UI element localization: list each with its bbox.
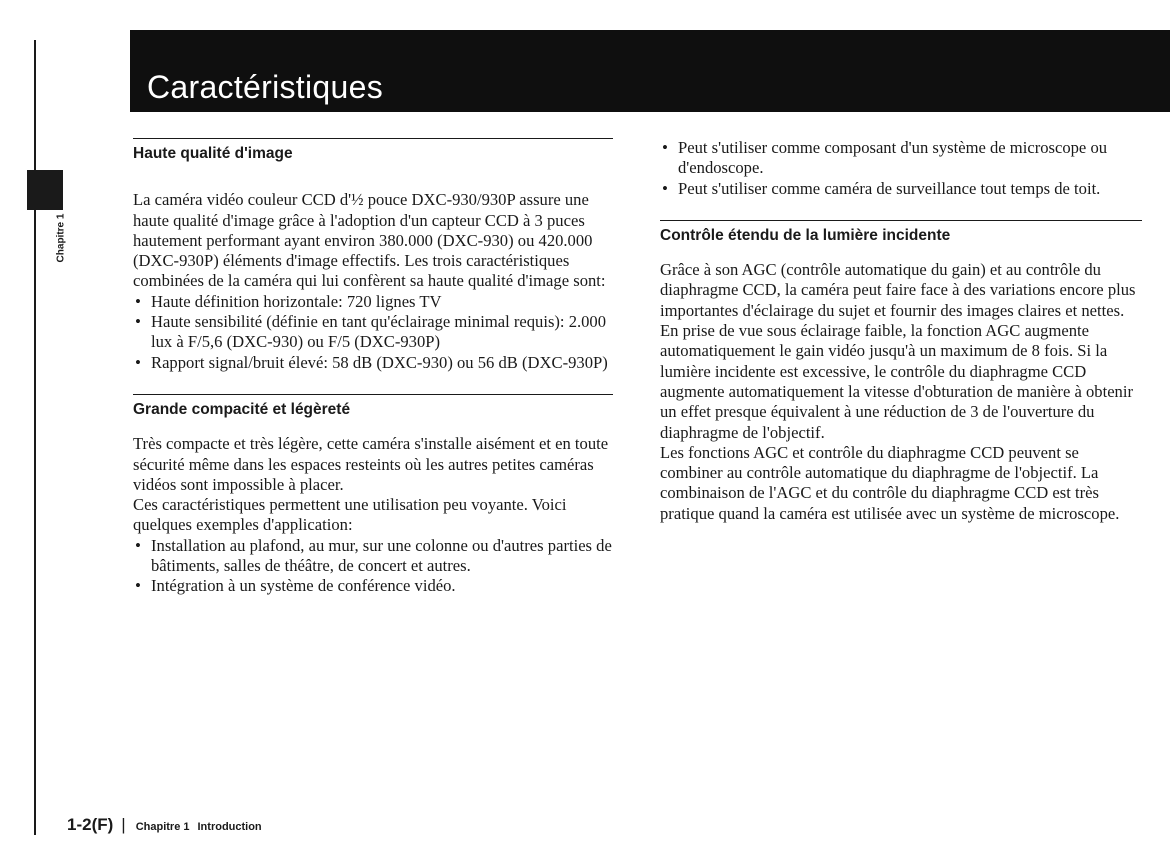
chapter-tab-marker (27, 170, 63, 210)
list-item: • Rapport signal/bruit élevé: 58 dB (DXC-930) ou 56 dB (DXC-930P) (133, 353, 613, 373)
section-heading-compactness: Grande compacité et légèreté (133, 400, 351, 418)
application-list-continued (660, 138, 1142, 199)
page-number: 1-2(F) (67, 815, 114, 834)
list-item: • Installation au plafond, au mur, sur une colonne ou d'autres parties de bâtiments, salles de théâtre, de concert et autres. (133, 536, 613, 577)
section-heading-light-control: Contrôle étendu de la lumière incidente (660, 226, 951, 244)
application-list (133, 536, 613, 597)
list-item: • Peut s'utiliser comme caméra de surveillance tout temps de toit. (660, 179, 1142, 199)
section-paragraph: Très compacte et très légère, cette caméra s'installe aisément et en toute sécurité même dans les espaces resteints où les autres petites caméras vidéos sont impossible à placer. (133, 434, 609, 494)
section-paragraph: La caméra vidéo couleur CCD d'½ pouce DXC-930/930P assure une haute qualité d'image grâce à l'adoption d'un capteur CCD à 3 puces hautement performant ayant environ 380.000 (DXC-930) ou 420.000 (DXC-930P) éléments d'image effectifs. Les trois caractéristiques combinées de la caméra qui lui confèrent sa haute qualité d'image sont: (133, 190, 606, 291)
left-column (133, 138, 613, 597)
chapter-side-label: Chapitre 1 (55, 213, 67, 263)
title-banner (130, 30, 1170, 112)
list-item: • Intégration à un système de conférence vidéo. (133, 576, 613, 596)
section-paragraph: Ces caractéristiques permettent une utilisation peu voyante. Voici quelques exemples d'application: (133, 495, 567, 535)
page-title: Caractéristiques (147, 69, 384, 105)
section-divider (133, 138, 613, 139)
footer-section: Introduction (197, 821, 262, 833)
page-footer (67, 815, 262, 835)
list-item: • Peut s'utiliser comme composant d'un système de microscope ou d'endoscope. (660, 138, 1142, 179)
feature-list (133, 292, 613, 373)
list-item: • Haute définition horizontale: 720 lignes TV (133, 292, 613, 312)
section-divider (660, 220, 1142, 221)
margin-rule (34, 40, 36, 835)
section-paragraph: Grâce à son AGC (contrôle automatique du gain) et au contrôle du diaphragme CCD, la caméra peut faire face à des variations encore plus importantes d'éclairage du sujet et fournir des images claires et nettes. En prise de vue sous éclairage faible, la fonction AGC augmente automatiquement le gain vidéo jusqu'à un maximum de 8 fois. Si la lumière incidente est excessive, le contrôle du diaphragme CCD augmente automatiquement la vitesse d'obturation de manière à obtenir un effet presque équivalent à une réduction de 3 de l'ouverture du diaphragme de l'objectif. (660, 260, 1136, 442)
section-paragraph: Les fonctions AGC et contrôle du diaphragme CCD peuvent se combiner au contrôle automatique du diaphragme de l'objectif. La combinaison de l'AGC et du contrôle du diaphragme CCD est très pratique quand la caméra est utilisée avec un système de microscope. (660, 442, 1120, 523)
right-column (660, 138, 1142, 524)
footer-chapter: Chapitre 1 (135, 821, 190, 833)
section-heading-image-quality: Haute qualité d'image (133, 145, 293, 162)
footer-separator: | (121, 815, 126, 834)
list-item: • Haute sensibilité (définie en tant qu'éclairage minimal requis): 2.000 lux à F/5,6 (DXC-930) ou F/5 (DXC-930P) (133, 312, 613, 353)
section-divider (133, 394, 613, 395)
